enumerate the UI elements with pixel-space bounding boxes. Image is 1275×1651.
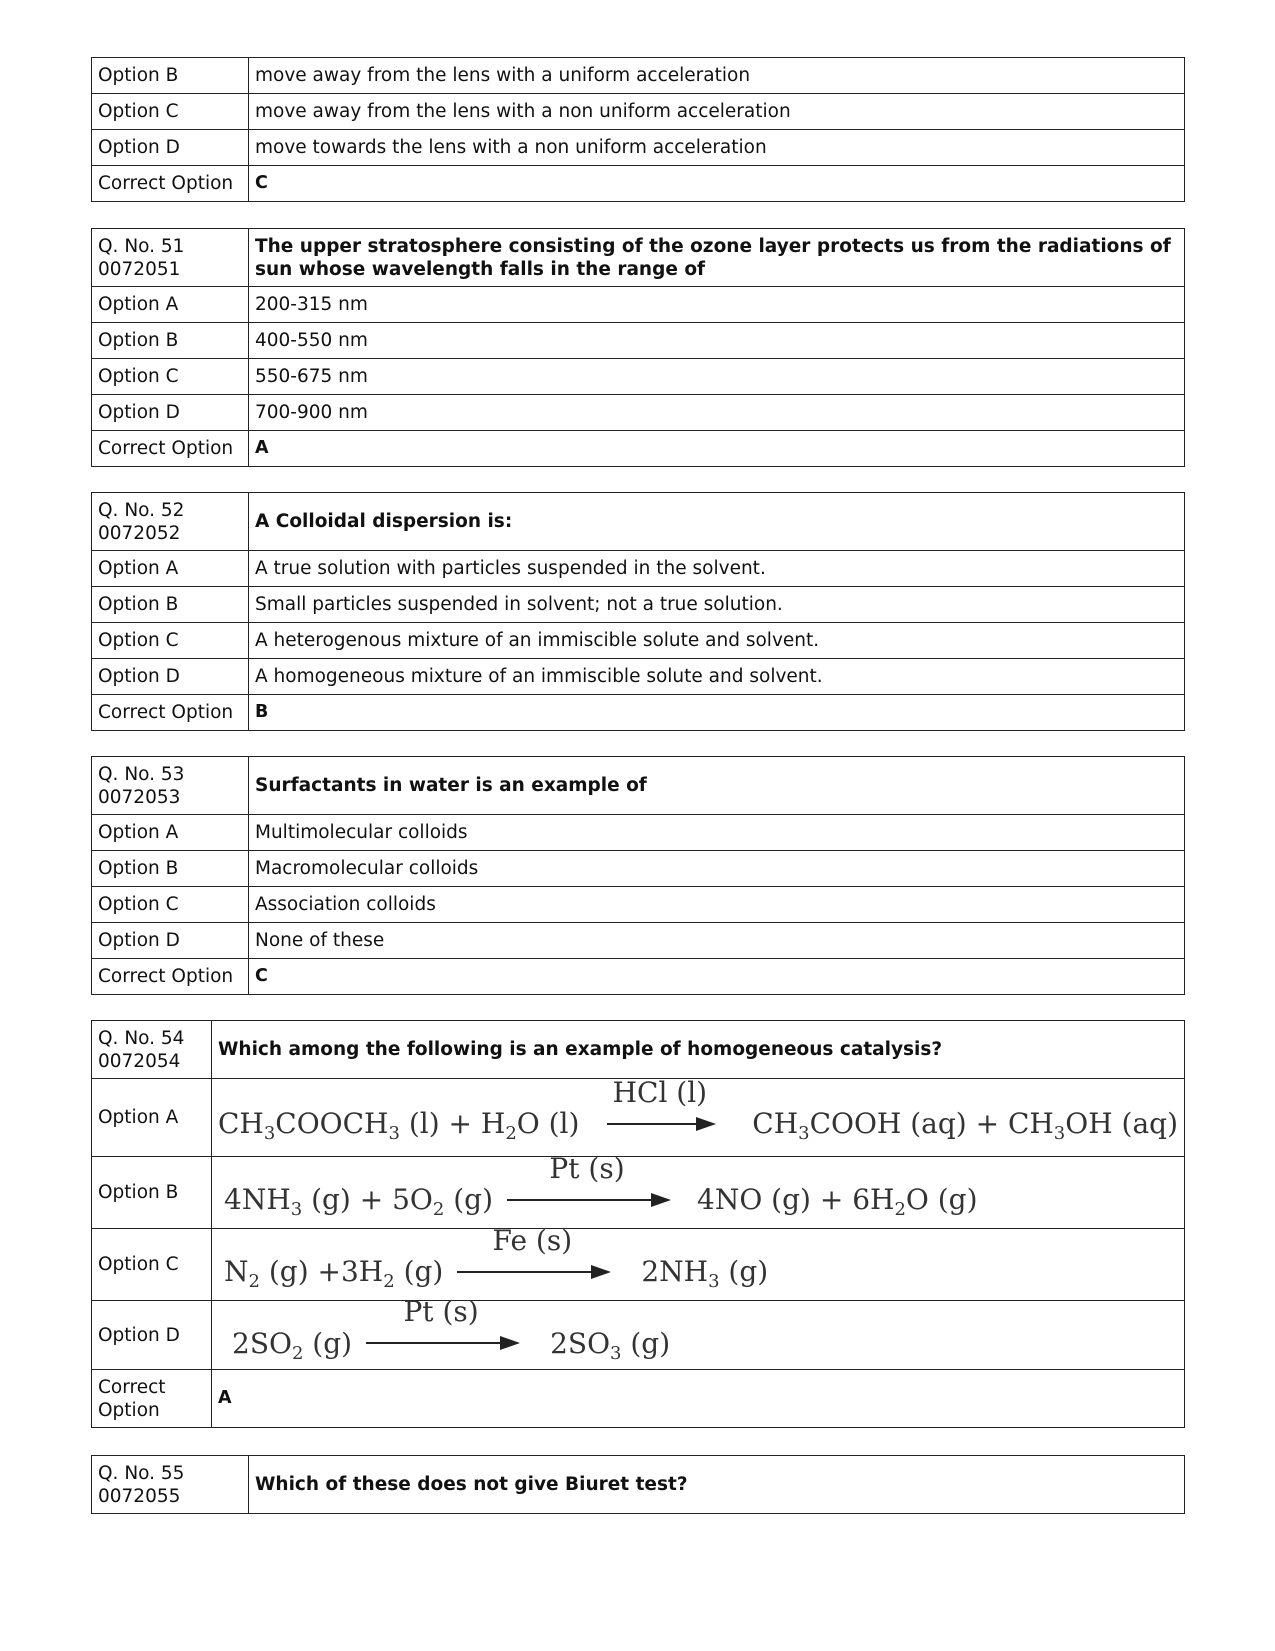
correct-option-label: Correct Option	[92, 695, 249, 731]
option-row	[92, 323, 1185, 359]
option-text: move away from the lens with a non uniform acceleration	[249, 94, 1185, 130]
option-label: Option D	[92, 923, 249, 959]
question-number: Q. No. 52	[98, 499, 185, 521]
question-number: Q. No. 54	[98, 1027, 185, 1049]
correct-option-value: C	[249, 166, 1185, 202]
option-row	[92, 659, 1185, 695]
question-text: A Colloidal dispersion is:	[249, 493, 1185, 551]
option-label: Option B	[92, 1157, 212, 1229]
correct-option-row	[92, 1370, 1185, 1428]
correct-option-value: C	[249, 959, 1185, 995]
question-52-table	[91, 492, 1185, 731]
reactants: $N_2$ $(g) +3H_2$ (g)	[224, 1255, 444, 1292]
catalyst: HCl (l)	[612, 1075, 708, 1109]
option-label: Option C	[92, 359, 249, 395]
option-row	[92, 851, 1185, 887]
question-row	[92, 1456, 1185, 1514]
question-text: Surfactants in water is an example of	[249, 757, 1185, 815]
option-row	[92, 1157, 1185, 1229]
option-label: Option B	[92, 587, 249, 623]
reactants: $2SO_2$ (g)	[232, 1326, 353, 1364]
option-row	[92, 130, 1185, 166]
option-equation-cell	[212, 1075, 1185, 1157]
correct-option-row	[92, 959, 1185, 995]
reactants: $4NH_3$ $(g) + 5O_2$ (g)	[224, 1183, 494, 1220]
option-label: Option B	[92, 851, 249, 887]
question-row	[92, 493, 1185, 551]
option-row	[92, 887, 1185, 923]
option-text: 700-900 nm	[249, 395, 1185, 431]
question-code: 0072053	[98, 786, 181, 808]
option-label: Option A	[92, 815, 249, 851]
option-row	[92, 923, 1185, 959]
reaction-equation	[218, 1295, 1178, 1364]
reactants: $CH_3COOCH_3$ $(l) + H_2O$ (l)	[218, 1107, 580, 1144]
option-row	[92, 94, 1185, 130]
correct-option-row	[92, 431, 1185, 467]
option-text: move away from the lens with a uniform acceleration	[249, 58, 1185, 94]
option-label: Option D	[92, 659, 249, 695]
question-number: Q. No. 55	[98, 1462, 185, 1484]
catalyst: Pt (s)	[549, 1151, 625, 1185]
question-number: Q. No. 51	[98, 235, 185, 257]
reaction-arrow	[366, 1295, 516, 1344]
correct-option-label: Correct Option	[92, 431, 249, 467]
option-text: 200-315 nm	[249, 287, 1185, 323]
products: $2NH_3$ (g)	[641, 1255, 769, 1292]
option-text: Macromolecular colloids	[249, 851, 1185, 887]
option-equation-cell	[212, 1295, 1185, 1370]
option-text: 550-675 nm	[249, 359, 1185, 395]
question-number-cell	[92, 493, 249, 551]
correct-option-value: B	[249, 695, 1185, 731]
question-row	[92, 757, 1185, 815]
correct-option-label: Correct Option	[92, 166, 249, 202]
correct-option-value: A	[249, 431, 1185, 467]
option-label: Option B	[92, 58, 249, 94]
option-label: Option D	[92, 395, 249, 431]
question-code: 0072054	[98, 1050, 181, 1072]
option-label: Option D	[92, 130, 249, 166]
question-code: 0072051	[98, 258, 181, 280]
question-code: 0072052	[98, 522, 181, 544]
reaction-equation	[218, 1075, 1178, 1144]
option-row	[92, 395, 1185, 431]
option-label: Option A	[92, 287, 249, 323]
option-row	[92, 287, 1185, 323]
option-text: A heterogenous mixture of an immiscible solute and solvent.	[249, 623, 1185, 659]
question-number-cell	[92, 757, 249, 815]
option-label: Option C	[92, 1229, 212, 1301]
option-label: Option C	[92, 887, 249, 923]
option-label: Option B	[92, 323, 249, 359]
correct-option-label: Correct Option	[92, 1370, 212, 1428]
option-label: Option A	[92, 551, 249, 587]
question-text: The upper stratosphere consisting of the ozone layer protects us from the radiations of sun whose wavelength falls in the range of	[249, 229, 1185, 287]
option-text: A homogeneous mixture of an immiscible solute and solvent.	[249, 659, 1185, 695]
option-equation-cell	[212, 1223, 1185, 1301]
option-row	[92, 58, 1185, 94]
reaction-equation	[218, 1151, 1178, 1220]
option-text: 400-550 nm	[249, 323, 1185, 359]
reaction-arrow	[507, 1151, 667, 1201]
option-equation-cell	[212, 1151, 1185, 1229]
correct-option-row	[92, 695, 1185, 731]
option-text: move towards the lens with a non uniform acceleration	[249, 130, 1185, 166]
question-55-table	[91, 1455, 1185, 1514]
option-text: Small particles suspended in solvent; not a true solution.	[249, 587, 1185, 623]
correct-option-row	[92, 166, 1185, 202]
question-number: Q. No. 53	[98, 763, 185, 785]
correct-option-label: Correct Option	[92, 959, 249, 995]
option-text: Multimolecular colloids	[249, 815, 1185, 851]
question-text: Which of these does not give Biuret test?	[249, 1456, 1185, 1514]
catalyst: Fe (s)	[492, 1223, 573, 1257]
option-row	[92, 551, 1185, 587]
question-54-table	[91, 1020, 1185, 1428]
option-row	[92, 359, 1185, 395]
products: $2SO_3$ (g)	[550, 1326, 671, 1364]
option-text: Association colloids	[249, 887, 1185, 923]
question-row	[92, 1021, 1185, 1079]
question-code: 0072055	[98, 1485, 181, 1507]
catalyst: Pt (s)	[403, 1295, 479, 1328]
question-50-table	[91, 57, 1185, 202]
question-number-cell	[92, 1456, 249, 1514]
products: 4NO $(g) + 6H_2O$ (g)	[697, 1183, 978, 1220]
option-label: Option C	[92, 623, 249, 659]
option-row	[92, 623, 1185, 659]
question-number-cell	[92, 229, 249, 287]
option-label: Option D	[92, 1301, 212, 1370]
question-53-table	[91, 756, 1185, 995]
option-label: Option A	[92, 1079, 212, 1157]
option-text: A true solution with particles suspended in the solvent.	[249, 551, 1185, 587]
correct-option-value: A	[212, 1370, 1185, 1428]
option-text: None of these	[249, 923, 1185, 959]
option-row	[92, 1301, 1185, 1370]
products: $CH_3COOH$ $(aq) + CH_3OH$ (aq)	[752, 1107, 1178, 1144]
option-row	[92, 587, 1185, 623]
question-number-cell	[92, 1021, 212, 1079]
reaction-arrow	[457, 1223, 607, 1273]
option-label: Option C	[92, 94, 249, 130]
reaction-arrow	[607, 1075, 712, 1125]
question-51-table	[91, 228, 1185, 467]
option-row	[92, 815, 1185, 851]
reaction-equation	[218, 1223, 1178, 1292]
question-text: Which among the following is an example of homogeneous catalysis?	[212, 1021, 1185, 1079]
question-row	[92, 229, 1185, 287]
option-row	[92, 1229, 1185, 1301]
option-row	[92, 1079, 1185, 1157]
